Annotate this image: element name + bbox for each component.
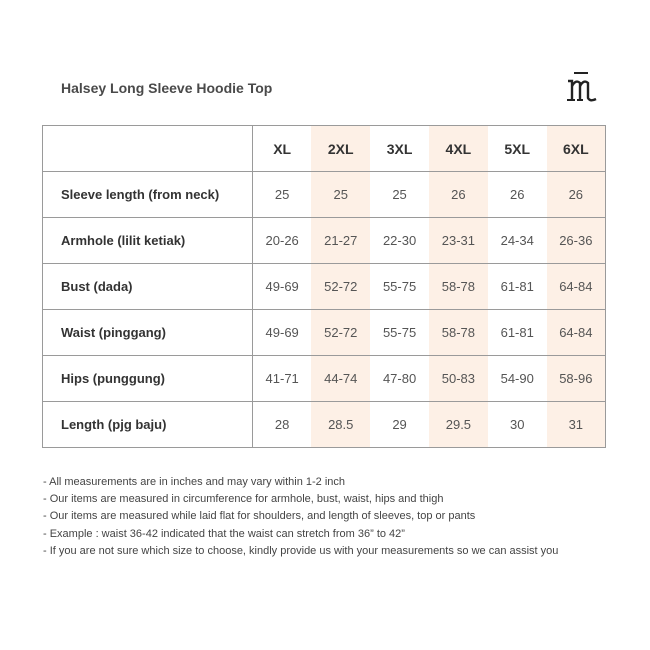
table-cell: 21-27	[311, 218, 370, 264]
size-header-xl: XL	[253, 126, 312, 172]
table-cell: 58-78	[429, 310, 488, 356]
table-row	[43, 310, 606, 356]
note-line: - If you are not sure which size to choose, kindly provide us with your measurements so we can assist you	[43, 544, 559, 557]
size-header-3xl: 3XL	[370, 126, 429, 172]
table-cell: 20-26	[253, 218, 312, 264]
table-row	[43, 172, 606, 218]
table-cell: 25	[311, 172, 370, 218]
table-cell: 26	[547, 172, 606, 218]
measurement-notes	[43, 474, 558, 560]
table-cell: 54-90	[488, 356, 547, 402]
note-line: - Our items are measured in circumference for armhole, bust, waist, hips and thigh	[43, 493, 444, 506]
table-cell: 49-69	[253, 310, 312, 356]
table-cell: 41-71	[253, 356, 312, 402]
size-chart-table	[42, 125, 606, 448]
table-cell: 50-83	[429, 356, 488, 402]
row-label-length: Length (pjg baju)	[43, 402, 253, 448]
table-row	[43, 264, 606, 310]
table-cell: 23-31	[429, 218, 488, 264]
table-cell: 58-78	[429, 264, 488, 310]
table-cell: 61-81	[488, 310, 547, 356]
row-label-hips: Hips (punggung)	[43, 356, 253, 402]
table-cell: 28	[253, 402, 312, 448]
table-cell: 26-36	[547, 218, 606, 264]
table-cell: 64-84	[547, 310, 606, 356]
table-cell: 55-75	[370, 264, 429, 310]
size-header-4xl: 4XL	[429, 126, 488, 172]
table-cell: 58-96	[547, 356, 606, 402]
table-cell: 29	[370, 402, 429, 448]
table-cell: 30	[488, 402, 547, 448]
table-cell: 44-74	[311, 356, 370, 402]
row-label-bust: Bust (dada)	[43, 264, 253, 310]
table-cell: 61-81	[488, 264, 547, 310]
row-label-armhole: Armhole (lilit ketiak)	[43, 218, 253, 264]
table-cell: 26	[429, 172, 488, 218]
brand-logo	[566, 70, 602, 104]
table-cell: 26	[488, 172, 547, 218]
table-cell: 52-72	[311, 310, 370, 356]
size-header-2xl: 2XL	[311, 126, 370, 172]
row-label-sleeve-length: Sleeve length (from neck)	[43, 172, 253, 218]
table-row	[43, 402, 606, 448]
table-cell: 64-84	[547, 264, 606, 310]
table-cell: 22-30	[370, 218, 429, 264]
table-row	[43, 356, 606, 402]
table-cell: 28.5	[311, 402, 370, 448]
table-cell: 25	[370, 172, 429, 218]
table-cell: 29.5	[429, 402, 488, 448]
table-cell: 55-75	[370, 310, 429, 356]
header-corner-cell	[43, 126, 253, 172]
table-cell: 47-80	[370, 356, 429, 402]
size-header-6xl: 6XL	[547, 126, 606, 172]
table-cell: 25	[253, 172, 312, 218]
table-cell: 52-72	[311, 264, 370, 310]
note-line: - All measurements are in inches and may vary within 1-2 inch	[43, 476, 346, 488]
note-line: - Example : waist 36-42 indicated that the waist can stretch from 36” to 42”	[43, 527, 405, 540]
table-cell: 31	[547, 402, 606, 448]
page-title: Halsey Long Sleeve Hoodie Top	[61, 80, 273, 96]
table-row	[43, 218, 606, 264]
size-header-row	[43, 126, 606, 172]
table-cell: 49-69	[253, 264, 312, 310]
note-line: - Our items are measured while laid flat for shoulders, and length of sleeves, top or pants	[43, 510, 476, 523]
table-cell: 24-34	[488, 218, 547, 264]
row-label-waist: Waist (pinggang)	[43, 310, 253, 356]
size-header-5xl: 5XL	[488, 126, 547, 172]
